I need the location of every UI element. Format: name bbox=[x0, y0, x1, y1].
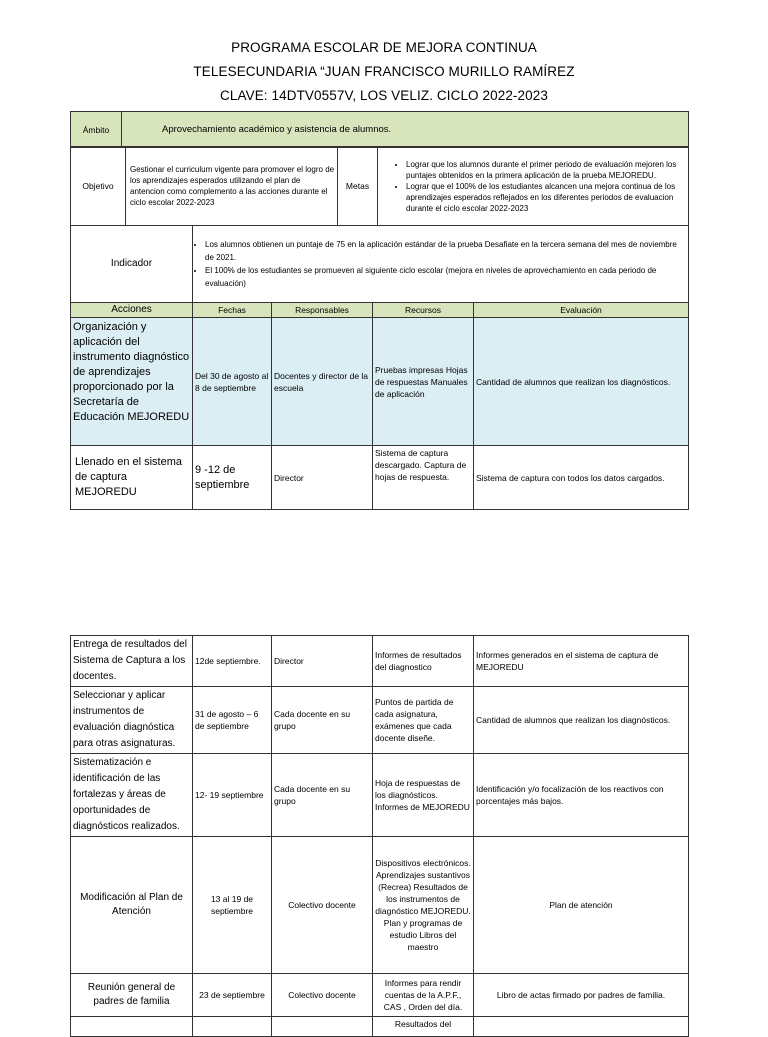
indicador-item: • El 100% de los estudiantes se promueven al siguiente ciclo escolar (mejora en niveles de aprovechamiento en cada periodo de evaluación) bbox=[205, 264, 686, 290]
recursos-cell: Pruebas impresas Hojas de respuestas Manuales de aplicación bbox=[373, 318, 474, 446]
metas-list bbox=[378, 147, 689, 226]
fecha-cell: 31 de agosto – 6 de septiembre bbox=[193, 687, 272, 754]
evaluacion-cell: Cantidad de alumnos que realizan los diagnósticos. bbox=[474, 687, 689, 754]
responsables-cell: Colectivo docente bbox=[272, 974, 373, 1017]
ambito-table bbox=[70, 111, 689, 148]
indicador-item: • Los alumnos obtienen un puntaje de 75 en la aplicación estándar de la prueba Desafiate en la tercera semana del mes de noviembre de 2021. bbox=[205, 238, 686, 264]
indicador-table bbox=[70, 225, 689, 303]
responsables-cell: Cada docente en su grupo bbox=[272, 754, 373, 837]
responsables-cell: Director bbox=[272, 636, 373, 687]
col-header-acciones: Acciones bbox=[71, 303, 193, 318]
table-row bbox=[71, 1017, 689, 1037]
recursos-cell: Puntos de partida de cada asignatura, exámenes que cada docente diseñe. bbox=[373, 687, 474, 754]
indicador-label: Indicador bbox=[71, 226, 193, 303]
recursos-cell: Informes para rendir cuentas de la A.P.F., CAS , Orden del día. bbox=[373, 974, 474, 1017]
recursos-cell: Dispositivos electrónicos. Aprendizajes sustantivos (Recrea) Resultados de los instrumentos de diagnóstico MEJOREDU. Plan y programas de estudio Libros del maestro bbox=[373, 837, 474, 974]
accion-cell: Seleccionar y aplicar instrumentos de evaluación diagnóstica para otras asignaturas. bbox=[71, 687, 193, 754]
fecha-cell: Del 30 de agosto al 8 de septiembre bbox=[193, 318, 272, 446]
accion-cell: Llenado en el sistema de captura MEJOREDU bbox=[71, 446, 193, 510]
responsables-cell: Colectivo docente bbox=[272, 837, 373, 974]
responsables-cell: Director bbox=[272, 446, 373, 510]
evaluacion-cell: Libro de actas firmado por padres de familia. bbox=[474, 974, 689, 1017]
recursos-cell: Sistema de captura descargado. Captura de hojas de respuesta. bbox=[373, 446, 474, 510]
acciones-table bbox=[70, 302, 689, 510]
accion-cell: Sistematización e identificación de las fortalezas y áreas de oportunidades de diagnósticos realizados. bbox=[71, 754, 193, 837]
fecha-cell: 13 al 19 de septiembre bbox=[193, 837, 272, 974]
meta-item: • Lograr que el 100% de los estudiantes alcancen una mejora continua de los aprendizajes esperados reflejados en los diferentes periodos de evaluacion durante el ciclo escolar 2022-2023 bbox=[406, 181, 686, 214]
evaluacion-cell: Identificación y/o focalización de los reactivos con porcentajes más bajos. bbox=[474, 754, 689, 837]
objetivo-table bbox=[70, 146, 689, 226]
accion-cell bbox=[71, 1017, 193, 1037]
recursos-cell: Hoja de respuestas de los diagnósticos. Informes de MEJOREDU bbox=[373, 754, 474, 837]
table-row bbox=[71, 974, 689, 1017]
responsables-cell: Cada docente en su grupo bbox=[272, 687, 373, 754]
metas-label: Metas bbox=[338, 147, 378, 226]
col-header-evaluacion: Evaluación bbox=[474, 303, 689, 318]
fecha-cell: 12de septiembre. bbox=[193, 636, 272, 687]
objetivo-label: Objetivo bbox=[71, 147, 126, 226]
col-header-recursos: Recursos bbox=[373, 303, 474, 318]
doc-title-line2: TELESECUNDARIA “JUAN FRANCISCO MURILLO RAMÍREZ bbox=[193, 64, 575, 79]
recursos-cell: Informes de resultados del diagnostico bbox=[373, 636, 474, 687]
accion-cell: Entrega de resultados del Sistema de Captura a los docentes. bbox=[71, 636, 193, 687]
ambito-label: Ámbito bbox=[71, 112, 122, 148]
evaluacion-cell bbox=[474, 1017, 689, 1037]
table-row bbox=[71, 446, 689, 510]
table-row bbox=[71, 754, 689, 837]
fecha-cell: 9 -12 de septiembre bbox=[193, 446, 272, 510]
table-row bbox=[71, 837, 689, 974]
fecha-cell: 12- 19 septiembre bbox=[193, 754, 272, 837]
ambito-value: Aprovechamiento académico y asistencia de alumnos. bbox=[122, 112, 689, 148]
doc-title-line1: PROGRAMA ESCOLAR DE MEJORA CONTINUA bbox=[231, 40, 537, 55]
doc-title-line3: CLAVE: 14DTV0557V, LOS VELIZ. CICLO 2022-2023 bbox=[220, 88, 548, 103]
evaluacion-cell: Cantidad de alumnos que realizan los diagnósticos. bbox=[474, 318, 689, 446]
evaluacion-cell: Informes generados en el sistema de captura de MEJOREDU bbox=[474, 636, 689, 687]
acciones-table-continued bbox=[70, 635, 689, 1037]
responsables-cell bbox=[272, 1017, 373, 1037]
evaluacion-cell: Plan de atención bbox=[474, 837, 689, 974]
col-header-fechas: Fechas bbox=[193, 303, 272, 318]
indicador-list bbox=[193, 226, 689, 303]
table-row bbox=[71, 636, 689, 687]
objetivo-value: Gestionar el curriculum vigente para promover el logro de los aprendizajes esperados utilizando el plan de antencion como complemento a las acciones durante el ciclo escolar 2022-2023 bbox=[126, 147, 338, 226]
fecha-cell bbox=[193, 1017, 272, 1037]
accion-cell: Organización y aplicación del instrumento diagnóstico de aprendizajes proporcionado por la Secretaría de Educación MEJOREDU bbox=[71, 318, 193, 446]
accion-cell: Modificación al Plan de Atención bbox=[71, 837, 193, 974]
col-header-responsables: Responsables bbox=[272, 303, 373, 318]
evaluacion-cell: Sistema de captura con todos los datos cargados. bbox=[474, 446, 689, 510]
table-row bbox=[71, 687, 689, 754]
meta-item: • Lograr que los alumnos durante el primer periodo de evaluación mejoren los puntajes obtenidos en la primera aplicación de la prueba MEJOREDU. bbox=[406, 159, 686, 181]
recursos-cell: Resultados del bbox=[373, 1017, 474, 1037]
fecha-cell: 23 de septiembre bbox=[193, 974, 272, 1017]
accion-cell: Reunión general de padres de familia bbox=[71, 974, 193, 1017]
responsables-cell: Docentes y director de la escuela bbox=[272, 318, 373, 446]
table-row bbox=[71, 318, 689, 446]
